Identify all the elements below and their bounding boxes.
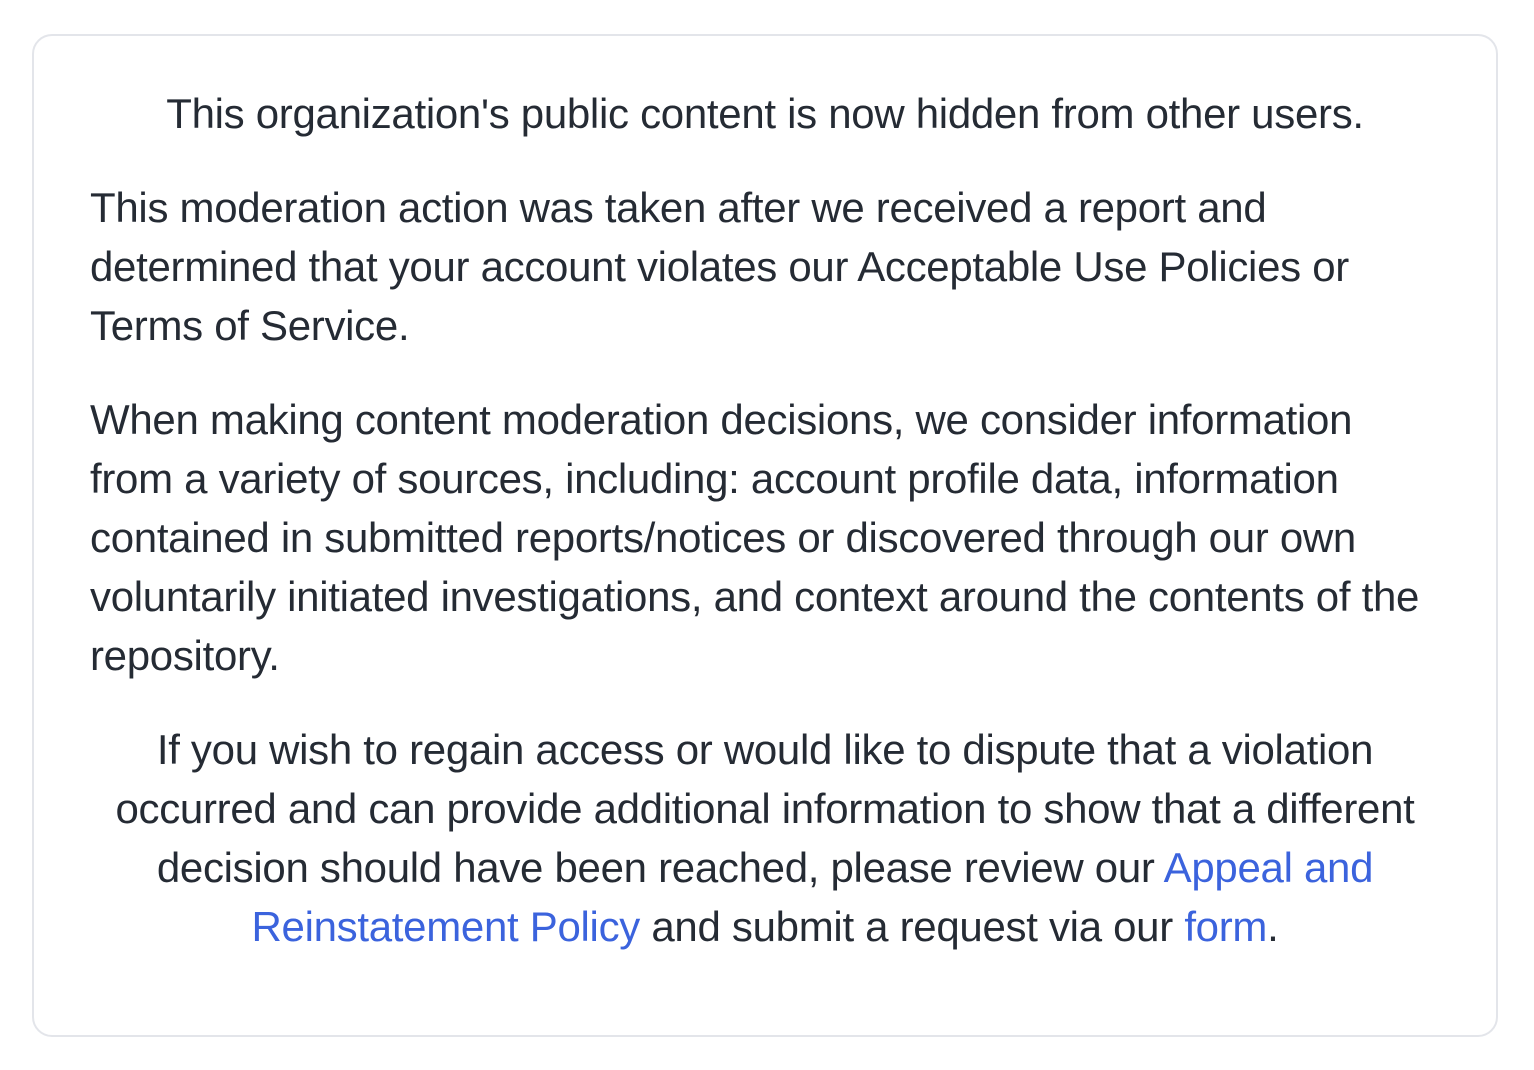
form-link[interactable]: form — [1184, 903, 1268, 950]
process-line-3: contained in submitted reports/notices or discovered through our own — [90, 514, 1356, 561]
appeal-line-2: occurred and can provide additional information to show that a different — [115, 785, 1415, 832]
reason-line-3: Terms of Service. — [90, 302, 410, 349]
appeal-line-3 — [90, 838, 1440, 897]
process-line-2: from a variety of sources, including: account profile data, information — [90, 455, 1339, 502]
appeal-line-1: If you wish to regain access or would like to dispute that a violation — [156, 726, 1374, 773]
appeal-line-4-text: and submit a request via our — [640, 903, 1185, 950]
notice-paragraph-appeal — [90, 720, 1440, 956]
notice-paragraph-reason — [90, 178, 1440, 355]
notice-paragraph-process — [90, 390, 1440, 685]
process-line-1: When making content moderation decisions, we consider information — [90, 396, 1353, 443]
appeal-policy-link[interactable]: Appeal and — [1163, 844, 1374, 891]
notice-headline — [90, 84, 1440, 143]
reason-line-1: This moderation action was taken after we received a report and — [90, 184, 1267, 231]
appeal-policy-link-continued[interactable]: Reinstatement Policy — [251, 903, 640, 950]
appeal-line-3-text: decision should have been reached, please review our — [156, 844, 1164, 891]
appeal-line-4-period: . — [1267, 903, 1279, 950]
process-line-4: voluntarily initiated investigations, and context around the contents of the — [90, 573, 1420, 620]
process-line-5: repository. — [90, 632, 280, 679]
appeal-line-4 — [90, 897, 1440, 956]
reason-line-2: determined that your account violates our Acceptable Use Policies or — [90, 243, 1349, 290]
headline-text: This organization's public content is now hidden from other users. — [166, 90, 1364, 137]
moderation-notice-card — [32, 34, 1498, 1037]
